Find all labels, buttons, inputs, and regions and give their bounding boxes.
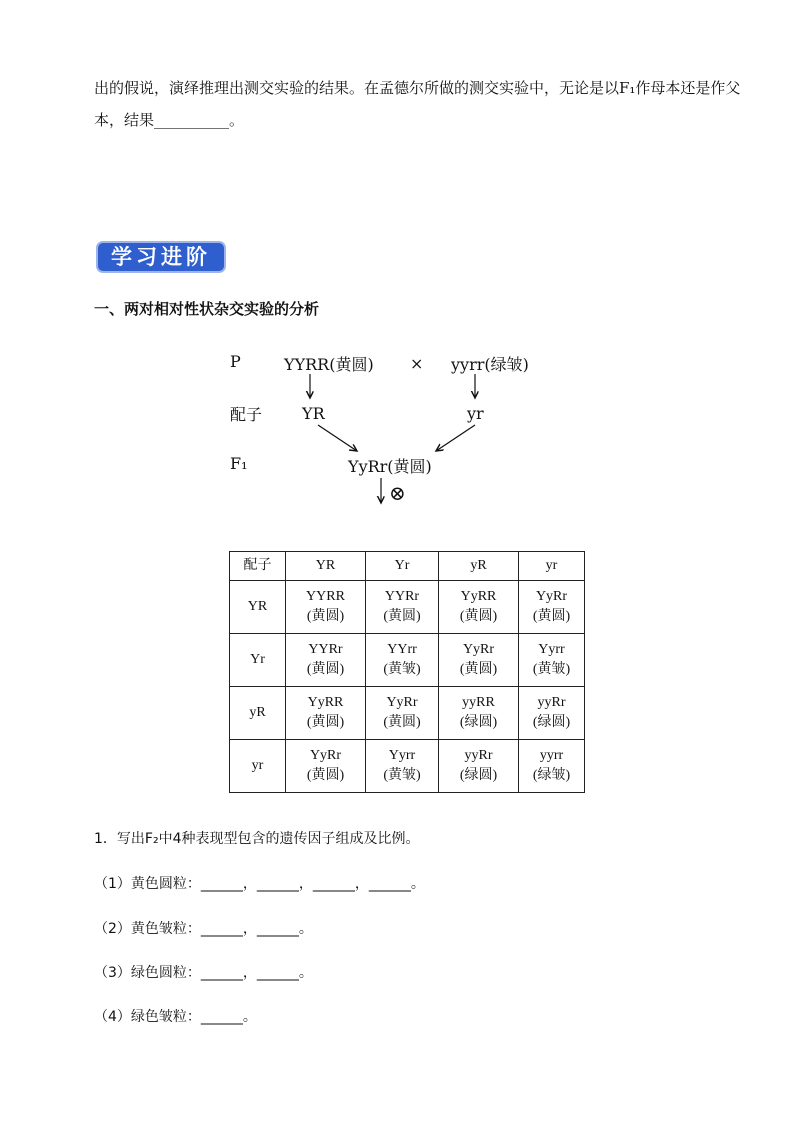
parent-1: YYRR(黄圆) xyxy=(284,355,374,374)
question-1: 1．写出F₂中4种表现型包含的遗传因子组成及比例。 xyxy=(94,831,420,847)
col-header: yR xyxy=(439,552,519,581)
cell-phenotype: (黄圆) xyxy=(383,609,421,624)
f1-label: F₁ xyxy=(230,454,248,473)
punnett-cell xyxy=(286,634,366,687)
punnett-corner: 配子 xyxy=(230,552,286,581)
cell-phenotype: (黄圆) xyxy=(306,662,345,677)
punnett-cell xyxy=(439,634,519,687)
cell-genotype: YYRR xyxy=(306,589,345,604)
cell-genotype: YyRR xyxy=(460,589,497,604)
col-header: yr xyxy=(519,552,585,581)
cell-phenotype: (黄皱) xyxy=(383,768,421,783)
cell-genotype: YyRr xyxy=(462,642,495,657)
cell-phenotype: (黄圆) xyxy=(306,609,345,624)
row-header: YR xyxy=(230,581,286,634)
punnett-cell xyxy=(366,740,439,793)
punnett-square xyxy=(229,551,585,793)
cell-genotype: YyRr xyxy=(309,748,342,763)
arrow-gamete1-f1 xyxy=(318,425,357,451)
cell-genotype: yyRR xyxy=(462,695,495,710)
cell-genotype: YyRR xyxy=(307,695,344,710)
cell-phenotype: (绿圆) xyxy=(459,768,498,783)
punnett-cell xyxy=(519,634,585,687)
cell-phenotype: (黄圆) xyxy=(532,609,571,624)
question-item-3: （3）绿色圆粒：______，______。 xyxy=(94,965,313,981)
punnett-cell xyxy=(366,634,439,687)
p-label: P xyxy=(230,352,241,371)
cell-genotype: Yyrr xyxy=(538,642,565,657)
cell-genotype: yyrr xyxy=(539,748,564,763)
section-banner: 学习进阶 xyxy=(96,241,226,273)
punnett-cell xyxy=(366,581,439,634)
cell-phenotype: (黄皱) xyxy=(383,662,421,677)
gamete-2: yr xyxy=(467,404,484,423)
f1-genotype: YyRr(黄圆) xyxy=(348,457,432,476)
cell-genotype: YYRr xyxy=(384,589,420,604)
punnett-cell xyxy=(286,740,366,793)
cell-genotype: YYRr xyxy=(308,642,343,657)
cell-genotype: YYrr xyxy=(387,642,417,657)
arrow-gamete2-f1 xyxy=(436,425,475,451)
cell-genotype: YyRr xyxy=(535,589,568,604)
cell-phenotype: (绿圆) xyxy=(459,715,498,730)
cell-genotype: yyRr xyxy=(537,695,566,710)
punnett-cell xyxy=(286,687,366,740)
row-header: yR xyxy=(230,687,286,740)
intro-line-1: 出的假说，演绎推理出测交实验的结果。在孟德尔所做的测交实验中，无论是以F₁作母本还是作父 xyxy=(94,79,741,97)
section-heading: 一、两对相对性状杂交实验的分析 xyxy=(94,300,320,318)
selfing-symbol: ⊗ xyxy=(389,481,406,505)
col-header: Yr xyxy=(366,552,439,581)
col-header: YR xyxy=(286,552,366,581)
row-header: yr xyxy=(230,740,286,793)
question-item-4: （4）绿色皱粒：______。 xyxy=(94,1009,257,1025)
question-item-1: （1）黄色圆粒：______，______，______，______。 xyxy=(94,876,425,892)
cell-phenotype: (绿皱) xyxy=(532,768,571,783)
punnett-cell xyxy=(366,687,439,740)
cell-genotype: yyRr xyxy=(464,748,493,763)
cell-phenotype: (黄圆) xyxy=(306,768,345,783)
punnett-cell xyxy=(439,687,519,740)
gamete-1: YR xyxy=(302,404,325,423)
gamete-label: 配子 xyxy=(230,405,263,424)
cell-phenotype: (黄圆) xyxy=(459,609,498,624)
cell-genotype: YyRr xyxy=(386,695,418,710)
punnett-cell xyxy=(519,687,585,740)
punnett-cell xyxy=(439,581,519,634)
question-item-2: （2）黄色皱粒：______，______。 xyxy=(94,921,313,937)
row-header: Yr xyxy=(230,634,286,687)
punnett-cell xyxy=(439,740,519,793)
parent-2: yyrr(绿皱) xyxy=(451,355,529,374)
cell-phenotype: (黄皱) xyxy=(532,662,571,677)
cell-phenotype: (黄圆) xyxy=(383,715,421,730)
cell-phenotype: (绿圆) xyxy=(532,715,571,730)
cross-symbol: × xyxy=(410,354,424,373)
punnett-cell xyxy=(519,581,585,634)
cell-phenotype: (黄圆) xyxy=(459,662,498,677)
cell-phenotype: (黄圆) xyxy=(306,715,345,730)
cell-genotype: Yyrr xyxy=(388,748,416,763)
punnett-cell xyxy=(286,581,366,634)
intro-line-2: 本，结果__________。 xyxy=(94,111,245,129)
punnett-cell xyxy=(519,740,585,793)
